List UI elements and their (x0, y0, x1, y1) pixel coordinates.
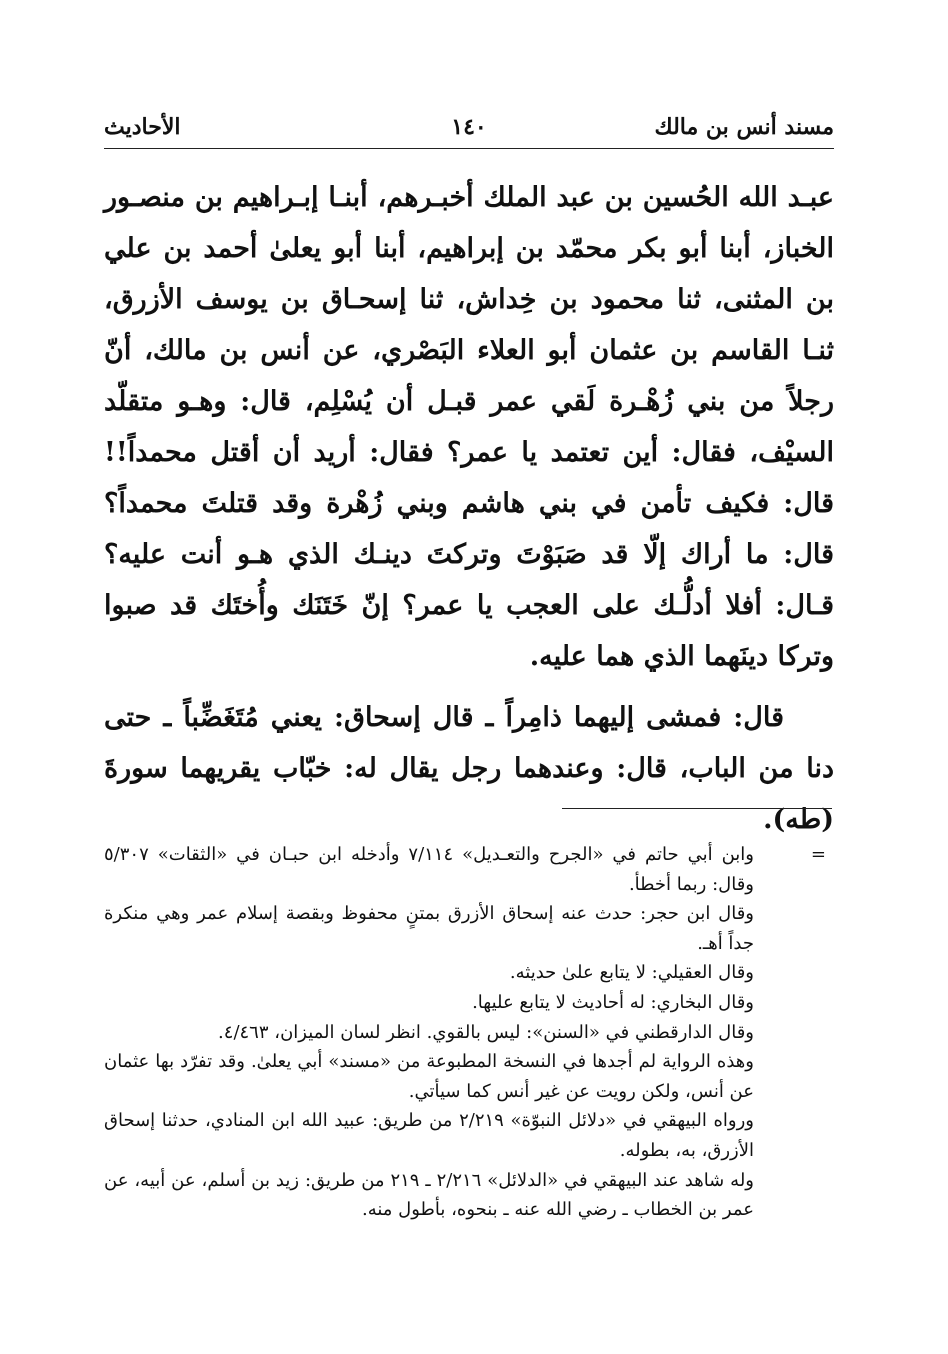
footnote-line: وله شاهد عند البيهقي في «الدلائل» ٢/٢١٦ ـ ٢١٩ من طريق: زيد بن أسلم، عن أبيه، عن عمر بن الخطاب ـ رضي الله عنه ـ بنحوه، بأطول منه. (104, 1169, 754, 1221)
footnote-line: وابن أبي حاتم في «الجرح والتعـديل» ٧/١١٤ وأدخله ابن حبـان في «الثقات» ٥/٣٠٧ وقال: ربما أخطأ. (104, 844, 754, 895)
footnote-line: وقال ابن حجر: حدث عنه إسحاق الأزرق بمتنٍ محفوظ وبقصة إسلام عمر وهي منكرة جداً أهـ. (104, 903, 754, 954)
section-title: الأحاديث (104, 114, 181, 140)
footnote-line: وهذه الرواية لم أجدها في النسخة المطبوعة من «مسند» أبي يعلىٰ. وقد تفرّد بها عثمان عن أنس، ولكن رويت عن غير أنس كما سيأتي. (104, 1051, 754, 1102)
running-header (104, 112, 834, 149)
footnotes (104, 840, 834, 1225)
continuation-mark: = (810, 844, 826, 865)
footnote-line: ورواه البيهقي في «دلائل النبوّة» ٢/٢١٩ من طريق: عبيد الله ابن المنادي، حدثنا إسحاق الأزرق، به، بطوله. (104, 1110, 754, 1161)
main-text (104, 172, 834, 845)
main-paragraph-2: قال: فمشى إليهما ذامِراً ـ قال إسحاق: يعني مُتَغَضِّباً ـ حتى دنا من الباب، قال: وعندهما رجل يقال له: خبّاب يقريهما سورةَ (طه). (104, 702, 834, 835)
main-paragraph-1: عبـد الله الحُسين بن عبد الملك أخبـرهم، أبنـا إبـراهيم بن منصـور الخباز، أبنا أبو بكر محمّد بن إبراهيم، أبنا أبو يعلىٰ أحمد بن علي بن المثنى، ثنا محمود بن خِداش، ثنا إسحـاق بن يوسف الأزرق، ثنـا القاسم بن عثمان أبو العلاء البَصْري، عن أنس بن مالك، أنّ رجلاً من بني زُهْـرة لَقي عمر قبـل أن يُسْلِم، قال: وهـو متقلّد السيْف، فقال: أين تعتمد يا عمر؟ فقال: أريد أن أقتل محمداً!! قال: فكيف تأمن في بني هاشم وبني زُهْرة وقد قتلتَ محمداً؟ قال: ما أراك إلّا قد صَبَوْتَ وتركتَ دينـك الذي هـو أنت عليه؟ قـال: أفلا أدلُّـك على العجب يا عمر؟ إنّ خَتَنَك وأُختَك قد صبوا وتركا دينَهما الذي هما عليه. (104, 182, 835, 672)
footnote-line: وقال البخاري: له أحاديث لا يتابع عليها. (472, 991, 754, 1013)
footnote-line: وقال العقيلي: لا يتابع علىٰ حديثه. (509, 962, 754, 984)
footnote-separator (562, 808, 832, 809)
footnote-line: وقال الدارقطني في «السنن»: ليس بالقوي. انظر لسان الميزان، ٤/٤٦٣. (218, 1021, 754, 1043)
book-title: مسند أنس بن مالك (654, 114, 834, 140)
page-number: ١٤٠ (451, 114, 487, 140)
